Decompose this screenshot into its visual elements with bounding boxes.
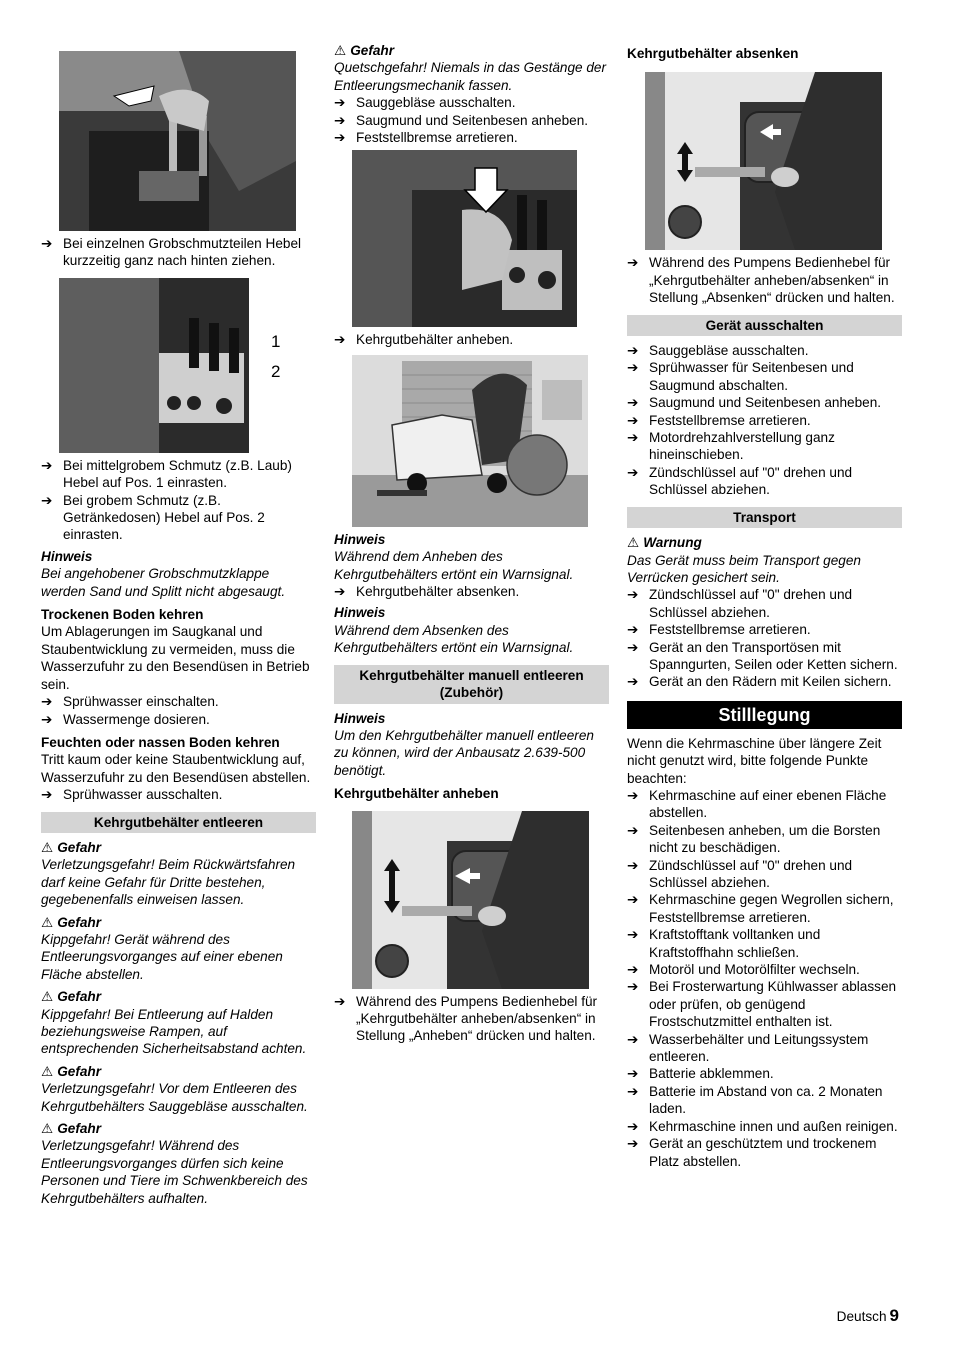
- list-item: ➔ Sauggebläse ausschalten.: [627, 343, 809, 359]
- list-item: ➔ Sprühwasser einschalten.: [41, 694, 219, 710]
- page-footer: [837, 1307, 899, 1325]
- list-item: ➔ Während des Pumpens Bedienhebel für „Kehrgutbehälter anheben/absenken“ in Stellung „Anheben“ drücken und halten.: [334, 993, 598, 1044]
- section-heading-ausschalten: Gerät ausschalten: [627, 315, 902, 336]
- list-item: ➔ Saugmund und Seitenbesen anheben.: [334, 112, 589, 128]
- warning-text: Verletzungsgefahr! Während des Entleerungsvorganges dürfen sich keine Personen und Tiere im Schwenkbereich des Kehrgutbehälters aufhalten.: [41, 1138, 308, 1206]
- warning-text: Quetschgefahr! Niemals in das Gestänge der Entleerungsmechanik fassen.: [334, 60, 607, 93]
- gefahr-label: Gefahr: [57, 914, 102, 930]
- list-item: ➔ Kraftstofftank volltanken und Kraftstoffhahn schließen.: [627, 927, 821, 960]
- warning-triangle-icon: ⚠: [41, 1063, 54, 1079]
- list-item: ➔ Seitenbesen anheben, um die Borsten nicht zu beschädigen.: [627, 822, 881, 856]
- paragraph: Um Ablagerungen im Saugkanal und Staubentwicklung zu vermeiden, muss die Wasserzufuhr zu den Besendüsen in Betrieb sein.: [41, 624, 310, 692]
- page-number: 9: [889, 1306, 899, 1325]
- list-item: ➔ Wassermenge dosieren.: [41, 711, 210, 727]
- list-item: ➔ Zündschlüssel auf "0" drehen und Schlüssel abziehen.: [627, 464, 853, 498]
- list-item: ➔ Gerät an den Rädern mit Keilen sichern.: [627, 674, 892, 690]
- hinweis-label: Hinweis: [334, 710, 386, 726]
- list-item: ➔ Batterie abklemmen.: [627, 1066, 774, 1082]
- section-heading-transport: Transport: [627, 507, 902, 528]
- list-item: ➔ Zündschlüssel auf "0" drehen und Schlüssel abziehen.: [627, 857, 853, 890]
- list-item: ➔ Bei einzelnen Grobschmutzteilen Hebel kurzzeitig ganz nach hinten ziehen.: [41, 236, 302, 269]
- hinweis-label: Hinweis: [334, 605, 386, 621]
- gefahr-label: Gefahr: [57, 989, 102, 1005]
- section-heading: Feuchten oder nassen Boden kehren: [41, 734, 280, 750]
- list-item: ➔ Gerät an den Transportösen mit Spanngurten, Seilen oder Ketten sichern.: [627, 639, 898, 672]
- paragraph: Tritt kaum oder keine Staubentwicklung auf, Wasserzufuhr zu den Besendüsen abstellen.: [41, 752, 311, 785]
- warning-text: Verletzungsgefahr! Vor dem Entleeren des Kehrgutbehälters Sauggebläse ausschalten.: [41, 1081, 308, 1114]
- lever-pull-photo: [59, 51, 296, 231]
- warning-triangle-icon: ⚠: [41, 914, 54, 930]
- paragraph: Wenn die Kehrmaschine über längere Zeit nicht genutzt wird, bitte folgende Punkte beachten:: [627, 735, 882, 786]
- pump-lever-lower-photo: [645, 72, 882, 250]
- list-item: ➔ Feststellbremse arretieren.: [627, 622, 811, 638]
- list-item: ➔ Motordrehzahlverstellung ganz hineinschieben.: [627, 430, 835, 463]
- list-item: ➔ Feststellbremse arretieren.: [627, 412, 811, 428]
- hinweis-text: Während dem Absenken des Kehrgutbehälters ertönt ein Warnsignal.: [334, 622, 574, 656]
- warning-triangle-icon: ⚠: [334, 43, 347, 58]
- warning-triangle-icon: ⚠: [41, 989, 54, 1005]
- gefahr-label: Gefahr: [57, 1121, 102, 1137]
- list-item: ➔ Während des Pumpens Bedienhebel für „Kehrgutbehälter anheben/absenken“ in Stellung „Absenken“ drücken und halten.: [627, 255, 895, 306]
- gefahr-label: Gefahr: [350, 43, 395, 58]
- pump-lever-raise-photo: [352, 811, 589, 989]
- list-item: ➔ Feststellbremse arretieren.: [334, 130, 518, 146]
- list-item: ➔ Sprühwasser ausschalten.: [41, 787, 223, 803]
- list-item: ➔ Sauggebläse ausschalten.: [334, 95, 516, 111]
- column-1: [41, 40, 316, 1207]
- section-heading: Kehrgutbehälter anheben: [334, 786, 499, 802]
- warning-text: Kippgefahr! Bei Entleerung auf Halden beziehungsweise Rampen, auf entsprechenden Sicherheitsabstand achten.: [41, 1006, 307, 1057]
- section-heading: Trockenen Boden kehren: [41, 607, 204, 623]
- column-3: [627, 40, 902, 1170]
- list-item: ➔ Kehrmaschine innen und außen reinigen.: [627, 1118, 898, 1134]
- list-item: ➔ Batterie im Abstand von ca. 2 Monaten laden.: [627, 1083, 883, 1117]
- footer-language: Deutsch: [836, 1309, 887, 1324]
- list-item: ➔ Wasserbehälter und Leitungssystem entleeren.: [627, 1031, 869, 1065]
- hinweis-label: Hinweis: [334, 531, 386, 547]
- transport-list: [627, 586, 902, 690]
- section-heading-stilllegung: Stilllegung: [627, 701, 902, 729]
- section-heading-entleeren: Kehrgutbehälter entleeren: [41, 812, 316, 833]
- warning-text: Verletzungsgefahr! Beim Rückwärtsfahren darf keine Gefahr für Dritte bestehen, gegebenenfalls einweisen lassen.: [41, 857, 296, 908]
- list-item: ➔ Kehrmaschine gegen Wegrollen sichern, Feststellbremse arretieren.: [627, 892, 894, 925]
- hinweis-text: Bei angehobener Grobschmutzklappe werden Sand und Splitt nicht abgesaugt.: [41, 566, 286, 599]
- gefahr-label: Gefahr: [57, 1063, 102, 1079]
- lever-positions-photo: [59, 278, 249, 453]
- hinweis-label: Hinweis: [41, 548, 93, 564]
- sweeper-vehicle-photo: [352, 355, 588, 527]
- list-item: ➔ Zündschlüssel auf "0" drehen und Schlüssel abziehen.: [627, 587, 853, 620]
- warning-triangle-icon: ⚠: [41, 839, 54, 855]
- warning-triangle-icon: ⚠: [627, 535, 640, 551]
- list-item: ➔ Bei Frosterwartung Kühlwasser ablassen oder prüfen, ob genügend Frostschutzmittel enthalten ist.: [627, 979, 897, 1030]
- list-item: ➔ Bei grobem Schmutz (z.B. Getränkedosen) Hebel auf Pos. 2 einrasten.: [41, 492, 265, 543]
- control-panel-photo: [352, 150, 577, 327]
- stilllegung-list: [627, 787, 902, 1170]
- list-item: ➔ Kehrgutbehälter anheben.: [334, 332, 514, 348]
- list-item: ➔ Sprühwasser für Seitenbesen und Saugmund abschalten.: [627, 360, 854, 393]
- figure-label-1: 1: [271, 331, 281, 351]
- gefahr-label: Gefahr: [57, 839, 102, 855]
- warning-text: Kippgefahr! Gerät während des Entleerungsvorganges auf einer ebenen Fläche abstellen.: [41, 931, 283, 982]
- ausschalten-list: [627, 342, 902, 499]
- warning-text: Das Gerät muss beim Transport gegen Verrücken gesichert sein.: [627, 552, 861, 585]
- warning-triangle-icon: ⚠: [41, 1121, 54, 1137]
- list-item: ➔ Motoröl und Motorölfilter wechseln.: [627, 962, 860, 978]
- list-item: ➔ Kehrmaschine auf einer ebenen Fläche abstellen.: [627, 787, 887, 821]
- hinweis-text: Um den Kehrgutbehälter manuell entleeren zu können, wird der Anbausatz 2.639-500 benötigt.: [334, 727, 594, 778]
- hinweis-text: Während dem Anheben des Kehrgutbehälters ertönt ein Warnsignal.: [334, 549, 574, 582]
- list-item: ➔ Gerät an geschütztem und trockenem Platz abstellen.: [627, 1136, 877, 1169]
- section-heading-manuell: Kehrgutbehälter manuell entleeren (Zubehör): [334, 665, 609, 704]
- figure-label-2: 2: [271, 361, 281, 381]
- list-item: ➔ Kehrgutbehälter absenken.: [334, 584, 520, 600]
- section-heading: Kehrgutbehälter absenken: [627, 46, 799, 61]
- list-item: ➔ Bei mittelgrobem Schmutz (z.B. Laub) Hebel auf Pos. 1 einrasten.: [41, 457, 292, 491]
- warnung-label: Warnung: [643, 535, 702, 551]
- column-2: [334, 40, 609, 1045]
- list-item: ➔ Saugmund und Seitenbesen anheben.: [627, 395, 882, 411]
